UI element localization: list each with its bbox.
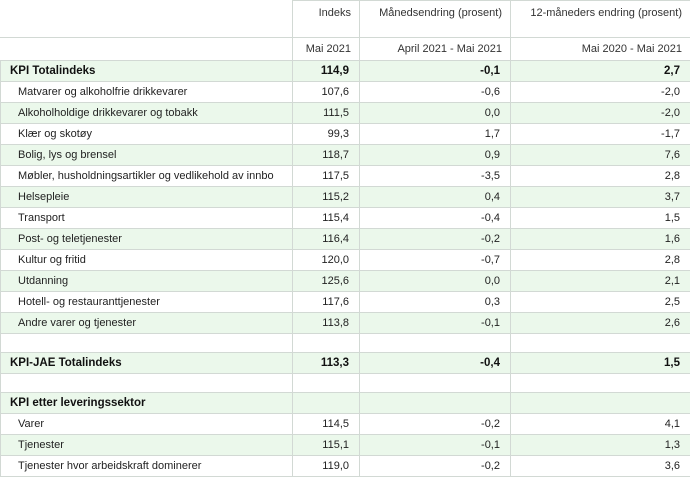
table-row bbox=[1, 456, 690, 477]
row-label: Hotell- og restauranttjenester bbox=[1, 292, 293, 313]
row-label: Matvarer og alkoholfrie drikkevarer bbox=[1, 82, 293, 103]
row-monthly-change: -0,7 bbox=[360, 250, 511, 271]
row-label: Tjenester bbox=[1, 435, 293, 456]
table-row bbox=[1, 229, 690, 250]
row-monthly-change: -0,1 bbox=[360, 61, 511, 82]
row-annual-change: 1,6 bbox=[511, 229, 690, 250]
row-index: 118,7 bbox=[293, 145, 360, 166]
row-annual-change: 2,5 bbox=[511, 292, 690, 313]
column-header-annual-change: 12-måneders endring (prosent) bbox=[511, 1, 690, 38]
row-annual-change: 2,8 bbox=[511, 250, 690, 271]
row-annual-change bbox=[511, 393, 690, 414]
row-annual-change: 3,7 bbox=[511, 187, 690, 208]
row-label: Post- og teletjenester bbox=[1, 229, 293, 250]
period-index: Mai 2021 bbox=[293, 38, 360, 61]
table-row-kpi-jae-total bbox=[1, 353, 690, 374]
row-label: KPI-JAE Totalindeks bbox=[1, 353, 293, 374]
column-header-index: Indeks bbox=[293, 1, 360, 38]
table-row bbox=[1, 166, 690, 187]
row-monthly-change: -0,2 bbox=[360, 229, 511, 250]
row-index: 117,5 bbox=[293, 166, 360, 187]
row-monthly-change: 1,7 bbox=[360, 124, 511, 145]
row-monthly-change: 0,0 bbox=[360, 271, 511, 292]
row-index: 111,5 bbox=[293, 103, 360, 124]
row-label: Varer bbox=[1, 414, 293, 435]
row-index: 107,6 bbox=[293, 82, 360, 103]
row-label: Møbler, husholdningsartikler og vedlikehold av innbo bbox=[1, 166, 293, 187]
row-annual-change: 1,5 bbox=[511, 208, 690, 229]
row-annual-change: 3,6 bbox=[511, 456, 690, 477]
table-row bbox=[1, 414, 690, 435]
row-index: 120,0 bbox=[293, 250, 360, 271]
table-row bbox=[1, 145, 690, 166]
table-row bbox=[1, 313, 690, 334]
row-index: 115,4 bbox=[293, 208, 360, 229]
row-label: KPI Totalindeks bbox=[1, 61, 293, 82]
row-label: KPI etter leveringssektor bbox=[1, 393, 293, 414]
row-label: Utdanning bbox=[1, 271, 293, 292]
row-monthly-change bbox=[360, 334, 511, 353]
row-monthly-change: 0,4 bbox=[360, 187, 511, 208]
row-annual-change: 2,1 bbox=[511, 271, 690, 292]
row-annual-change: 7,6 bbox=[511, 145, 690, 166]
row-annual-change: -2,0 bbox=[511, 82, 690, 103]
row-label: Andre varer og tjenester bbox=[1, 313, 293, 334]
row-label bbox=[1, 334, 293, 353]
table-row bbox=[1, 271, 690, 292]
table-row bbox=[1, 187, 690, 208]
row-monthly-change: -0,2 bbox=[360, 414, 511, 435]
column-header-monthly-change: Månedsendring (prosent) bbox=[360, 1, 511, 38]
row-index bbox=[293, 374, 360, 393]
row-label: Kultur og fritid bbox=[1, 250, 293, 271]
row-index: 114,5 bbox=[293, 414, 360, 435]
period-row bbox=[1, 38, 690, 61]
row-annual-change: 2,6 bbox=[511, 313, 690, 334]
row-monthly-change bbox=[360, 393, 511, 414]
table-row-spacer bbox=[1, 334, 690, 353]
row-index: 114,9 bbox=[293, 61, 360, 82]
row-label: Bolig, lys og brensel bbox=[1, 145, 293, 166]
row-annual-change: 4,1 bbox=[511, 414, 690, 435]
row-index bbox=[293, 334, 360, 353]
header-corner bbox=[1, 1, 293, 38]
row-index: 119,0 bbox=[293, 456, 360, 477]
row-label: Alkoholholdige drikkevarer og tobakk bbox=[1, 103, 293, 124]
row-index: 113,8 bbox=[293, 313, 360, 334]
row-monthly-change: -0,2 bbox=[360, 456, 511, 477]
row-monthly-change: 0,3 bbox=[360, 292, 511, 313]
row-annual-change: 1,5 bbox=[511, 353, 690, 374]
row-monthly-change bbox=[360, 374, 511, 393]
row-monthly-change: -0,1 bbox=[360, 313, 511, 334]
row-monthly-change: -3,5 bbox=[360, 166, 511, 187]
row-annual-change: 2,8 bbox=[511, 166, 690, 187]
row-annual-change bbox=[511, 374, 690, 393]
row-index: 113,3 bbox=[293, 353, 360, 374]
row-annual-change: -1,7 bbox=[511, 124, 690, 145]
table-row-section-delivery-sector bbox=[1, 393, 690, 414]
row-label bbox=[1, 374, 293, 393]
row-index bbox=[293, 393, 360, 414]
row-index: 116,4 bbox=[293, 229, 360, 250]
row-index: 117,6 bbox=[293, 292, 360, 313]
row-annual-change: -2,0 bbox=[511, 103, 690, 124]
row-label: Klær og skotøy bbox=[1, 124, 293, 145]
row-monthly-change: -0,4 bbox=[360, 353, 511, 374]
row-index: 115,1 bbox=[293, 435, 360, 456]
table-row bbox=[1, 124, 690, 145]
row-monthly-change: -0,6 bbox=[360, 82, 511, 103]
row-monthly-change: -0,4 bbox=[360, 208, 511, 229]
period-corner bbox=[1, 38, 293, 61]
row-label: Helsepleie bbox=[1, 187, 293, 208]
row-annual-change: 2,7 bbox=[511, 61, 690, 82]
period-monthly-change: April 2021 - Mai 2021 bbox=[360, 38, 511, 61]
header-row bbox=[1, 1, 690, 38]
row-annual-change: 1,3 bbox=[511, 435, 690, 456]
row-annual-change bbox=[511, 334, 690, 353]
table-row-spacer bbox=[1, 374, 690, 393]
row-index: 125,6 bbox=[293, 271, 360, 292]
row-index: 115,2 bbox=[293, 187, 360, 208]
row-label: Tjenester hvor arbeidskraft dominerer bbox=[1, 456, 293, 477]
row-index: 99,3 bbox=[293, 124, 360, 145]
row-monthly-change: 0,9 bbox=[360, 145, 511, 166]
table-row bbox=[1, 292, 690, 313]
table-row bbox=[1, 208, 690, 229]
table-row bbox=[1, 82, 690, 103]
table-row-kpi-total bbox=[1, 61, 690, 82]
row-monthly-change: -0,1 bbox=[360, 435, 511, 456]
period-annual-change: Mai 2020 - Mai 2021 bbox=[511, 38, 690, 61]
row-label: Transport bbox=[1, 208, 293, 229]
table-row bbox=[1, 250, 690, 271]
table-row bbox=[1, 435, 690, 456]
row-monthly-change: 0,0 bbox=[360, 103, 511, 124]
table-row bbox=[1, 103, 690, 124]
